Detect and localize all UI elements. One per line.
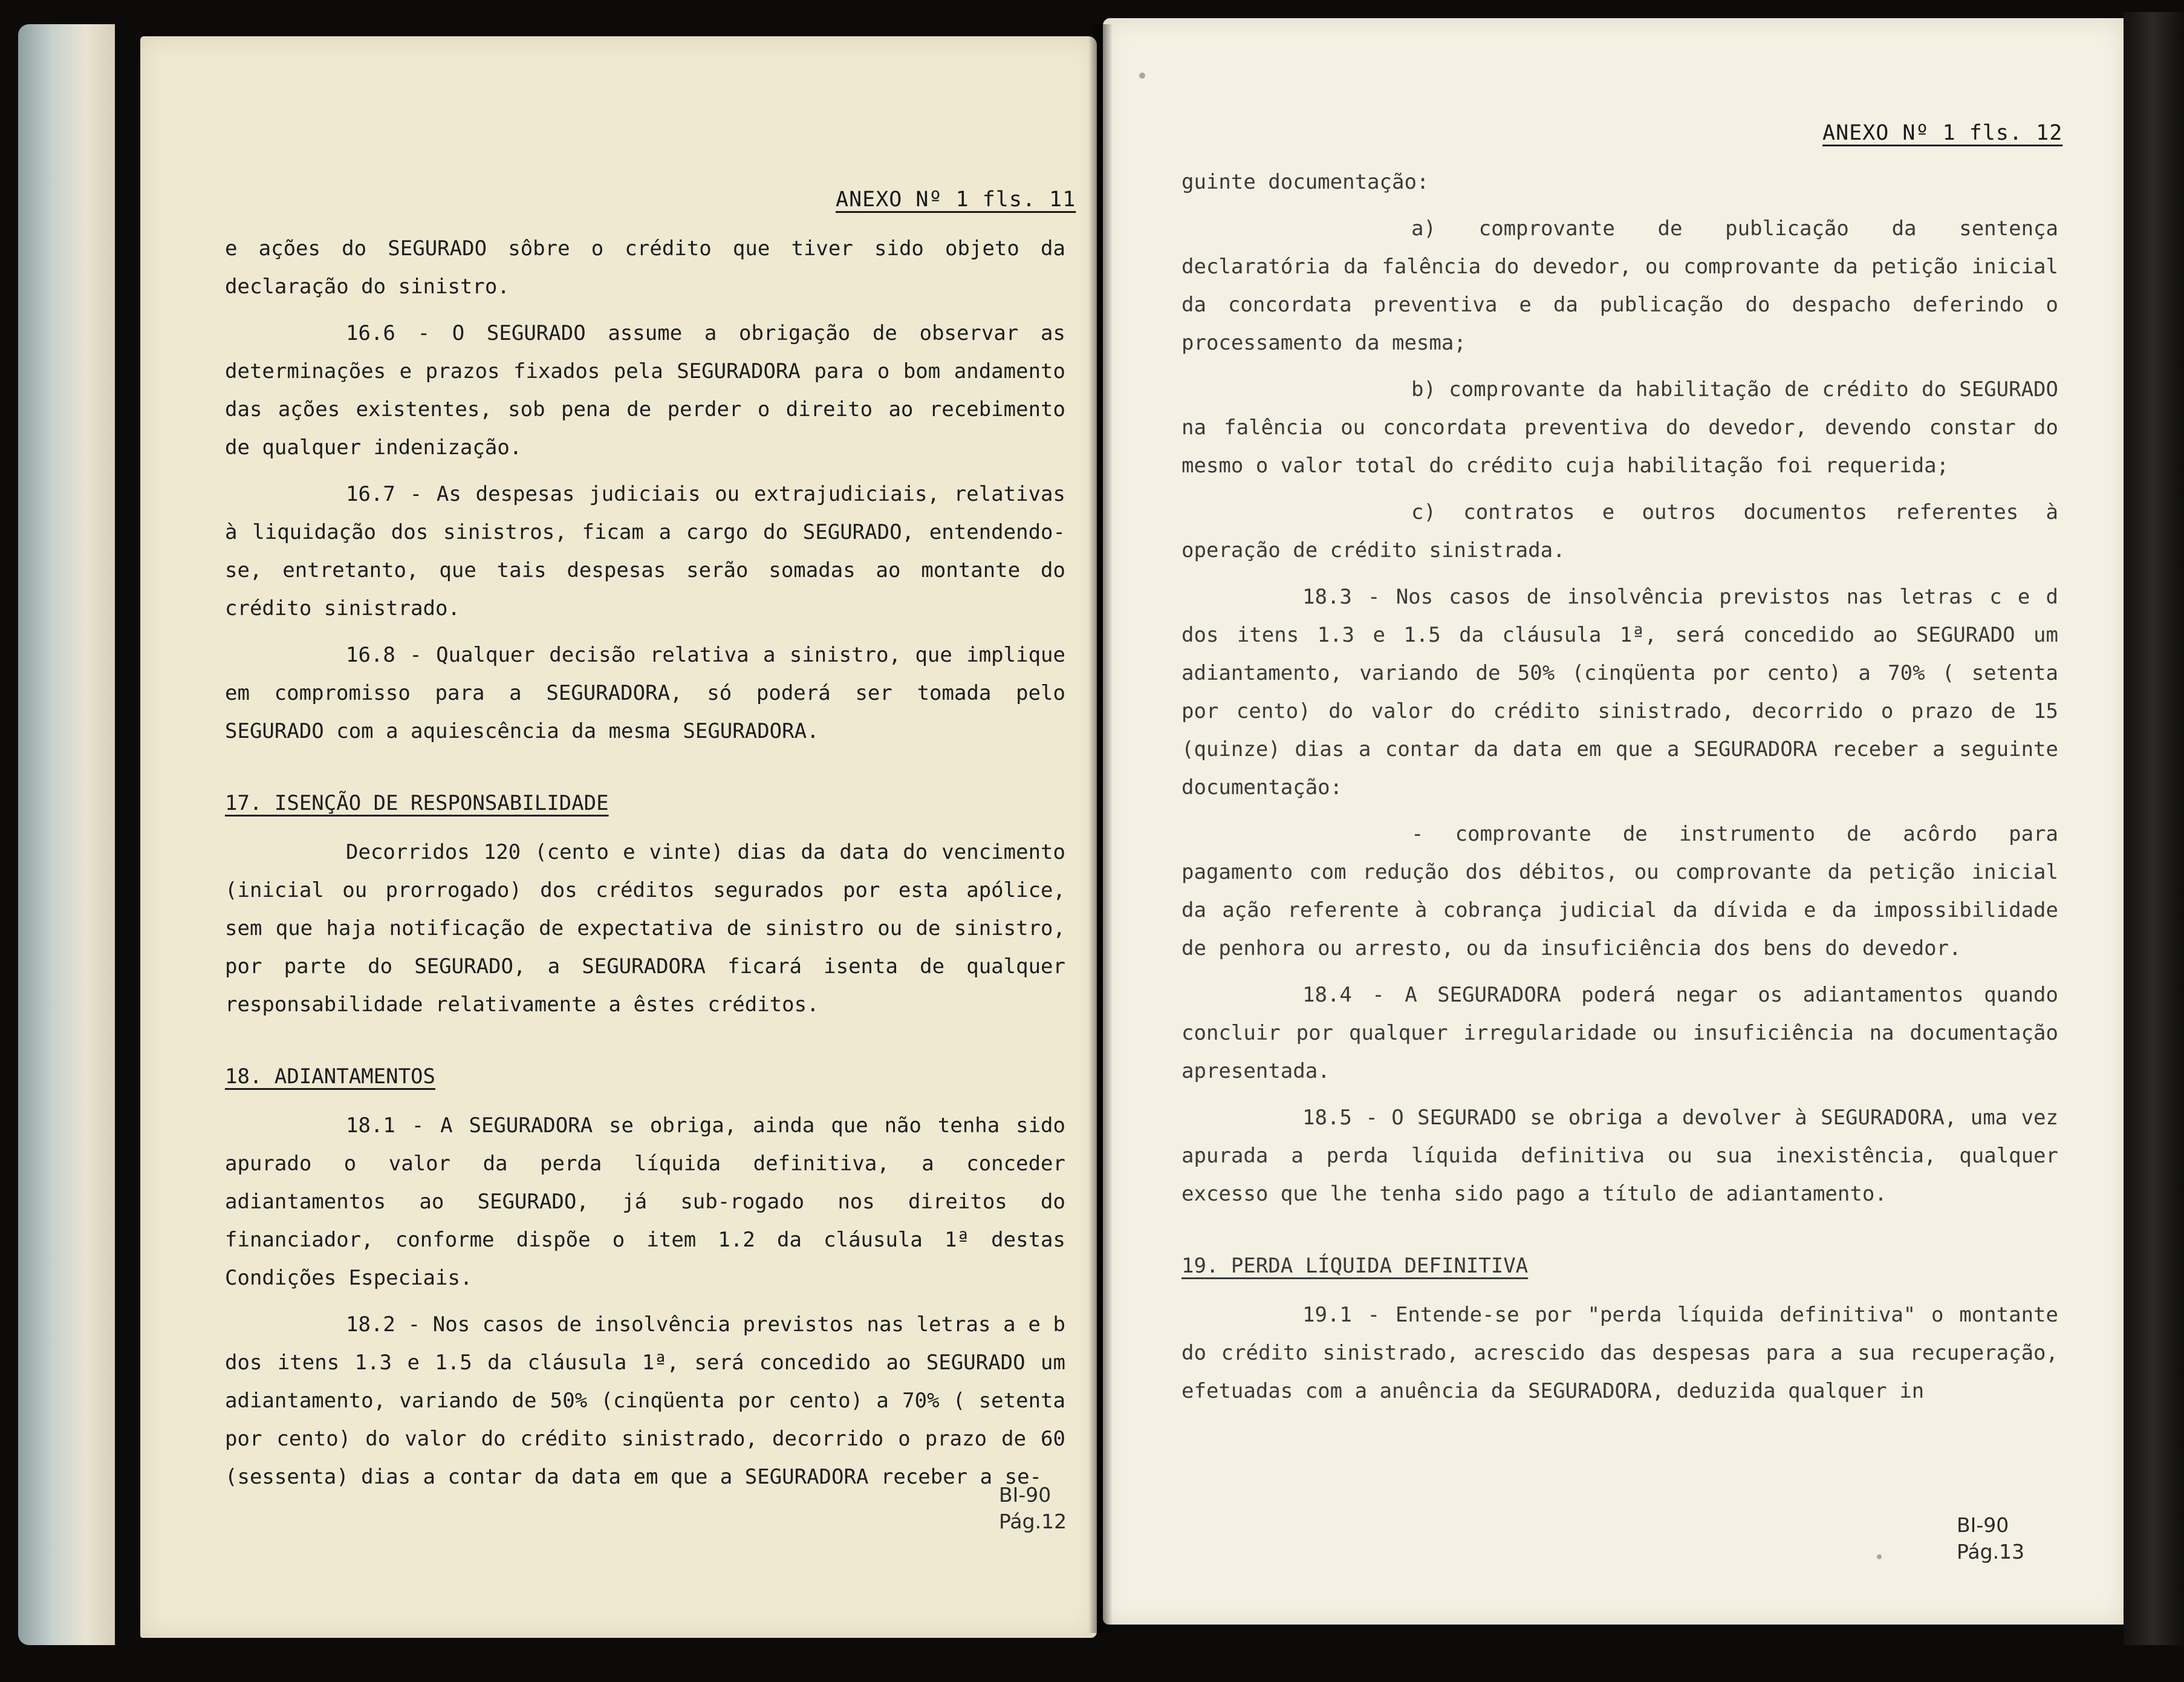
footer-code: BI-90 [1957,1513,2009,1537]
book-page-edges [18,24,115,1645]
paragraph-gap [225,1496,1065,1505]
footer-code: BI-90 [999,1483,1051,1507]
paragraph-gap [1181,1213,2058,1222]
body-paragraph: 18.4 - A SEGURADORA poderá negar os adiantamentos quando concluir por qualquer irregularidade ou insuficiência na documentação apresentada. [1181,983,2058,1083]
paragraph-gap [1181,485,2058,494]
body-paragraph: 18.2 - Nos casos de insolvência previstos nas letras a e b dos itens 1.3 e 1.5 da cláusula 1ª, será concedido ao SEGURADO um adiantamento, variando de 50% (cinqüenta por cento) a 70% ( setenta por cento) do valor do crédito sinistrado, decorrido o prazo de 60 (sessenta) dias a contar da data em que a SEGURADORA receber a se- [225,1312,1065,1489]
footer-page-number: Pág.13 [1957,1540,2025,1563]
paragraph-gap [1181,1410,2058,1419]
paragraph-gap [1181,968,2058,976]
body-paragraph: 18.3 - Nos casos de insolvência previstos nas letras c e d dos itens 1.3 e 1.5 da cláusula 1ª, será concedido ao SEGURADO um adiantamento, variando de 50% (cinqüenta por cento) a 70% ( setenta por cento) do valor do crédito sinistrado, decorrido o prazo de 15 (quinze) dias a contar da data em que a SEGURADORA receber a seguinte documentação: [1181,585,2058,800]
ink-speck [1877,1554,1882,1559]
left-page [140,36,1097,1638]
paragraph-gap [1181,1090,2058,1099]
paragraph-gap [1181,570,2058,578]
body-paragraph: 18.1 - A SEGURADORA se obriga, ainda que não tenha sido apurado o valor da perda líquida definitiva, a conceder adiantamentos ao SEGURADO, já sub-rogado nos direitos do financiador, conforme dispõe o item 1.2 da cláusula 1ª destas Condições Especiais. [225,1113,1065,1290]
ink-speck [1139,73,1145,79]
body-paragraph: Decorridos 120 (cento e vinte) dias da data do vencimento (inicial ou prorrogado) dos créditos segurados por esta apólice, sem que haja notificação de expectativa de sinistro ou de sinistro, por parte do SEGURADO, a SEGURADORA ficará isenta de qualquer responsabilidade relativamente a êstes créditos. [225,840,1065,1017]
body-paragraph: b) comprovante da habilitação de crédito do SEGURADO na falência ou concordata preventiva do devedor, devendo constar do mesmo o valor total do crédito cuja habilitação foi requerida; [1181,377,2058,478]
paragraph-gap [225,751,1065,759]
paragraph-gap [225,1297,1065,1306]
paragraph-gap [225,628,1065,636]
section-heading: 19. PERDA LÍQUIDA DEFINITIVA [1181,1254,1529,1278]
paragraph-gap [1181,201,2058,210]
left-page-header: ANEXO Nº 1 fls. 11 [836,187,1076,212]
left-page-footer [999,1482,1067,1535]
right-page [1103,18,2126,1625]
right-page-body [1181,163,2058,1419]
right-page-footer [1957,1512,2024,1565]
section-heading: 18. ADIANTAMENTOS [225,1064,435,1089]
body-paragraph: e ações do SEGURADO sôbre o crédito que tiver sido objeto da declaração do sinistro. [225,236,1065,299]
book-spine-shadow [1088,24,1113,1633]
body-paragraph: 18.5 - O SEGURADO se obriga a devolver à SEGURADORA, uma vez apurada a perda líquida definitiva ou sua inexistência, qualquer excesso que lhe tenha sido pago a título de adiantamento. [1181,1106,2058,1206]
body-paragraph: 16.6 - O SEGURADO assume a obrigação de observar as determinações e prazos fixados pela SEGURADORA para o bom andamento das ações existentes, sob pena de perder o direito ao recebimento de qualquer indenização. [225,321,1065,460]
section-heading: 17. ISENÇÃO DE RESPONSABILIDADE [225,791,609,815]
paragraph-gap [225,467,1065,475]
paragraph-gap [225,306,1065,315]
body-paragraph: c) contratos e outros documentos referentes à operação de crédito sinistrada. [1181,500,2058,562]
body-paragraph: 16.8 - Qualquer decisão relativa a sinistro, que implique em compromisso para a SEGURADORA, só poderá ser tomada pelo SEGURADO com a aquiescência da mesma SEGURADORA. [225,643,1065,743]
body-paragraph: 16.7 - As despesas judiciais ou extrajudiciais, relativas à liquidação dos sinistros, ficam a cargo do SEGURADO, entendendo-se, entretanto, que tais despesas serão somadas ao montante do crédito sinistrado. [225,482,1065,621]
paragraph-gap [225,1024,1065,1032]
body-paragraph: - comprovante de instrumento de acôrdo para pagamento com redução dos débitos, ou comprovante da petição inicial da ação referente à cobrança judicial da dívida e da impossibilidade de penhora ou arresto, ou da insuficiência dos bens do devedor. [1181,822,2058,960]
left-page-body [225,230,1065,1505]
footer-page-number: Pág.12 [999,1510,1067,1533]
right-page-header: ANEXO Nº 1 fls. 12 [1822,121,2063,145]
paragraph-gap [1181,362,2058,371]
book-back-cover [2124,12,2184,1645]
body-paragraph: guinte documentação: [1181,170,1429,194]
body-paragraph: a) comprovante de publicação da sentença declaratória da falência do devedor, ou comprovante da petição inicial da concordata preventiva e da publicação do despacho deferindo o processamento da mesma; [1181,217,2058,355]
paragraph-gap [1181,807,2058,815]
body-paragraph: 19.1 - Entende-se por "perda líquida definitiva" o montante do crédito sinistrado, acrescido das despesas para a sua recuperação, efetuadas com a anuência da SEGURADORA, deduzida qualquer in [1181,1303,2058,1403]
